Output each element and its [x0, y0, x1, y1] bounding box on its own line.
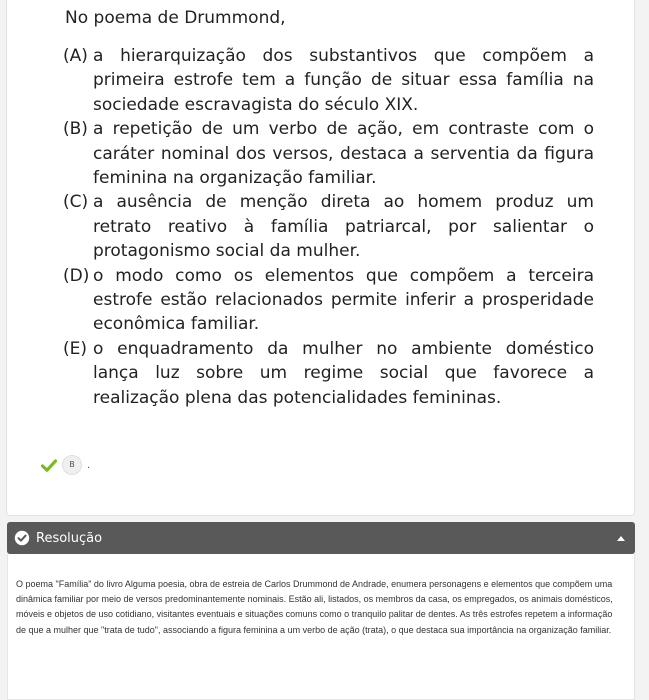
option-c	[63, 190, 594, 263]
question-card	[6, 0, 635, 516]
option-text: a repetição de um verbo de ação, em contraste com o caráter nominal dos versos, destaca a serventia da figura feminina na organização familiar.	[93, 119, 594, 189]
option-text: o modo como os elementos que compõem a terceira estrofe estão relacionados permite inferir a prosperidade econômica familiar.	[93, 265, 594, 335]
resolution-text: O poema "Família" do livro Alguma poesia, obra de estreia de Carlos Drummond de Andrade, enumera personagens e elementos que compõem uma dinâmica familiar por meio de versos predominantemente nominais. Estão ali, listados, os membros da casa, os empregados, os animais domésticos, móveis e objetos de uso cotidiano, visitantes eventuais e situações comuns como o tranquilo palitar de dentes. As três estrofes repetem a informação de que a mulher que "trata de tudo", associando a figura feminina a um verbo de ação (trata), o que destaca sua importância na organização familiar.	[16, 579, 613, 635]
option-letter: (E)	[63, 338, 88, 359]
option-letter: (C)	[63, 192, 89, 213]
option-e	[63, 337, 594, 410]
resolution-title: Resolução	[36, 530, 103, 546]
check-circle-icon	[14, 530, 30, 546]
answer-suffix: .	[87, 459, 91, 471]
resolution-toggle[interactable]	[7, 522, 635, 554]
option-letter: (D)	[63, 265, 90, 286]
option-letter: (A)	[63, 46, 88, 66]
option-text: a hierarquização dos substantivos que compõem a primeira estrofe tem a função de situar essa família na sociedade escravagista do século XIX.	[93, 46, 594, 115]
option-letter: (B)	[63, 119, 88, 140]
question-intro: No poema de Drummond,	[65, 8, 286, 28]
resolution-panel	[7, 554, 635, 700]
answer-indicator	[41, 455, 90, 475]
option-d	[63, 264, 594, 337]
options-list	[63, 44, 594, 410]
option-a	[63, 44, 594, 117]
check-icon	[41, 459, 57, 472]
option-text: o enquadramento da mulher no ambiente doméstico lança luz sobre um regime social que favorece a realização plena das potencialidades femininas.	[93, 338, 594, 408]
option-b	[63, 117, 594, 190]
answer-badge: B	[62, 455, 82, 475]
option-text: a ausência de menção direta ao homem produz um retrato reativo à família patriarcal, por salientar o protagonismo social da mulher.	[93, 192, 594, 262]
caret-up-icon[interactable]	[617, 536, 625, 541]
